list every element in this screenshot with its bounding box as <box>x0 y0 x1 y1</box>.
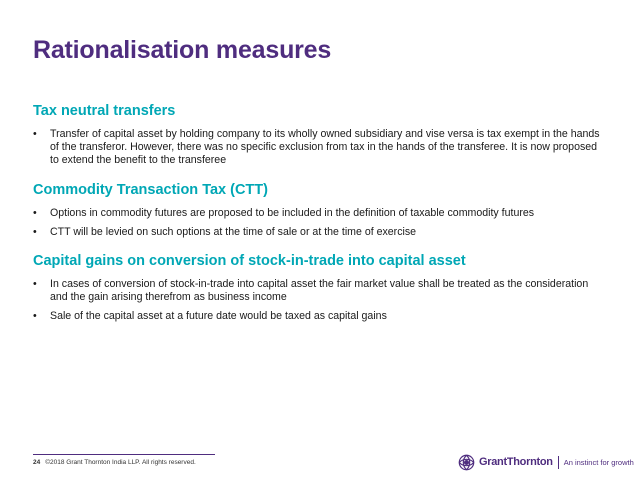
section-capital-gains-conversion <box>33 253 608 324</box>
bullet-marker: • <box>33 225 37 238</box>
footer-copyright <box>33 459 196 466</box>
bullet-item <box>33 128 608 168</box>
bullet-marker: • <box>33 128 37 140</box>
section-heading: Commodity Transaction Tax (CTT) <box>33 181 268 198</box>
bullet-text: In cases of conversion of stock-in-trade into capital asset the fair market value shall be treated as the consideration and the gain arising therefrom as business income <box>50 278 589 304</box>
bullet-item <box>33 310 608 323</box>
bullet-text: Options in commodity futures are proposed to be included in the definition of taxable commodity futures <box>50 206 535 219</box>
bullet-marker: • <box>33 278 37 291</box>
section-heading: Capital gains on conversion of stock-in-trade into capital asset <box>33 253 466 270</box>
logo-separator <box>558 456 559 469</box>
slide-title: Rationalisation measures <box>33 36 332 64</box>
bullet-list <box>33 207 608 239</box>
grant-thornton-emblem-icon <box>458 454 475 471</box>
section-tax-neutral-transfers <box>33 103 608 168</box>
bullet-list <box>33 128 608 168</box>
grant-thornton-logo <box>458 452 634 472</box>
copyright-text: ©2018 Grant Thornton India LLP. All rights reserved. <box>45 459 196 466</box>
slide-content <box>33 103 608 330</box>
section-heading: Tax neutral transfers <box>33 103 176 119</box>
bullet-text: CTT will be levied on such options at the time of sale or at the time of exercise <box>50 225 417 238</box>
bullet-item <box>33 278 608 304</box>
section-commodity-transaction-tax <box>33 182 608 239</box>
bullet-item <box>33 226 608 239</box>
bullet-marker: • <box>33 310 37 323</box>
bullet-marker: • <box>33 206 37 219</box>
brand-name: GrantThornton <box>479 456 553 468</box>
footer-divider <box>33 454 215 455</box>
page-number: 24 <box>33 459 41 466</box>
bullet-list <box>33 278 608 324</box>
brand-tagline: An instinct for growth <box>563 457 634 467</box>
bullet-text: Sale of the capital asset at a future date would be taxed as capital gains <box>50 310 387 323</box>
bullet-text: Transfer of capital asset by holding company to its wholly owned subsidiary and vise versa is tax exempt in the hands of the transferor. However, there was no specific exclusion from tax in the hands of the transferee. It is now proposed to extend the benefit to the transferee <box>50 128 600 167</box>
bullet-item <box>33 207 608 220</box>
